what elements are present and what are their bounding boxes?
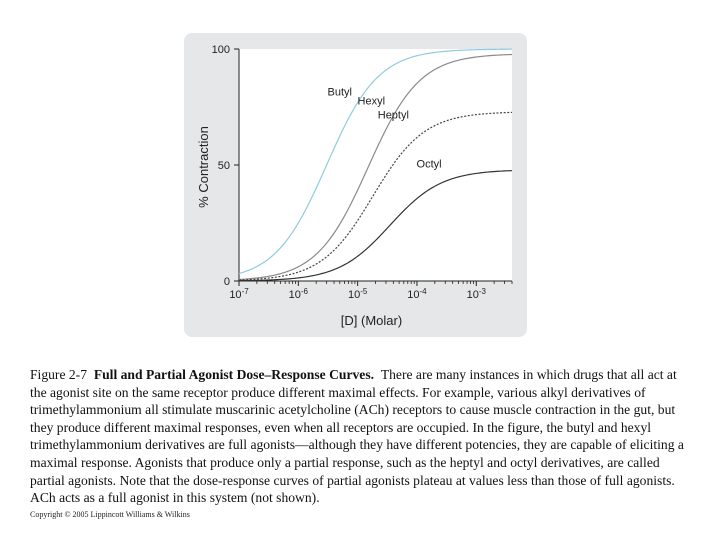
- x-tick-label: $10^{-5}$: [347, 287, 368, 301]
- copyright-notice: Copyright © 2005 Lippincott Williams & Wilkins: [30, 510, 190, 519]
- curve-label-heptyl: Heptyl: [377, 109, 409, 122]
- figure-title: Full and Partial Agonist Dose–Response Curves.: [93, 367, 375, 382]
- chart-panel: [184, 33, 527, 337]
- y-tick-label: 50: [217, 160, 230, 172]
- figure-caption: [30, 366, 695, 507]
- figure-number: Figure 2-7: [30, 367, 88, 382]
- y-axis-title: % Contraction: [196, 126, 211, 208]
- y-tick-label: 0: [223, 276, 230, 288]
- dose-response-chart: [184, 33, 527, 337]
- x-tick-label: $10^{-4}$: [407, 287, 427, 301]
- curve-label-hexyl: Hexyl: [357, 95, 386, 108]
- plot-area: [239, 49, 512, 281]
- x-tick-label: $10^{-7}$: [229, 287, 249, 301]
- x-axis-title: [D] (Molar): [340, 313, 403, 328]
- chart-axes: [196, 44, 512, 328]
- y-tick-label: 100: [211, 44, 230, 56]
- x-tick-label: $10^{-3}$: [466, 287, 486, 301]
- curve-label-butyl: Butyl: [327, 86, 353, 99]
- figure-caption-body: There are many instances in which drugs that all act at the agonist site on the same receptor produce different maximal effects. For example, various alkyl derivatives of trimethylammonium all stimulate muscarinic acetylcholine (ACh) receptors to cause muscle contraction in the gut, but they produce different maximal responses, even when all receptors are occupied. In the figure, the butyl and hexyl trimethylammonium derivatives are full agonists—although they have different potencies, they are capable of eliciting a maximal response. Agonists that produce only a partial response, such as the heptyl and octyl derivatives, are called partial agonists. Note that the dose-response curves of partial agonists plateau at values less than those of full agonists. ACh acts as a full agonist in this system (not shown).: [30, 367, 684, 506]
- curve-label-octyl: Octyl: [416, 158, 442, 171]
- x-tick-label: $10^{-6}$: [288, 287, 309, 301]
